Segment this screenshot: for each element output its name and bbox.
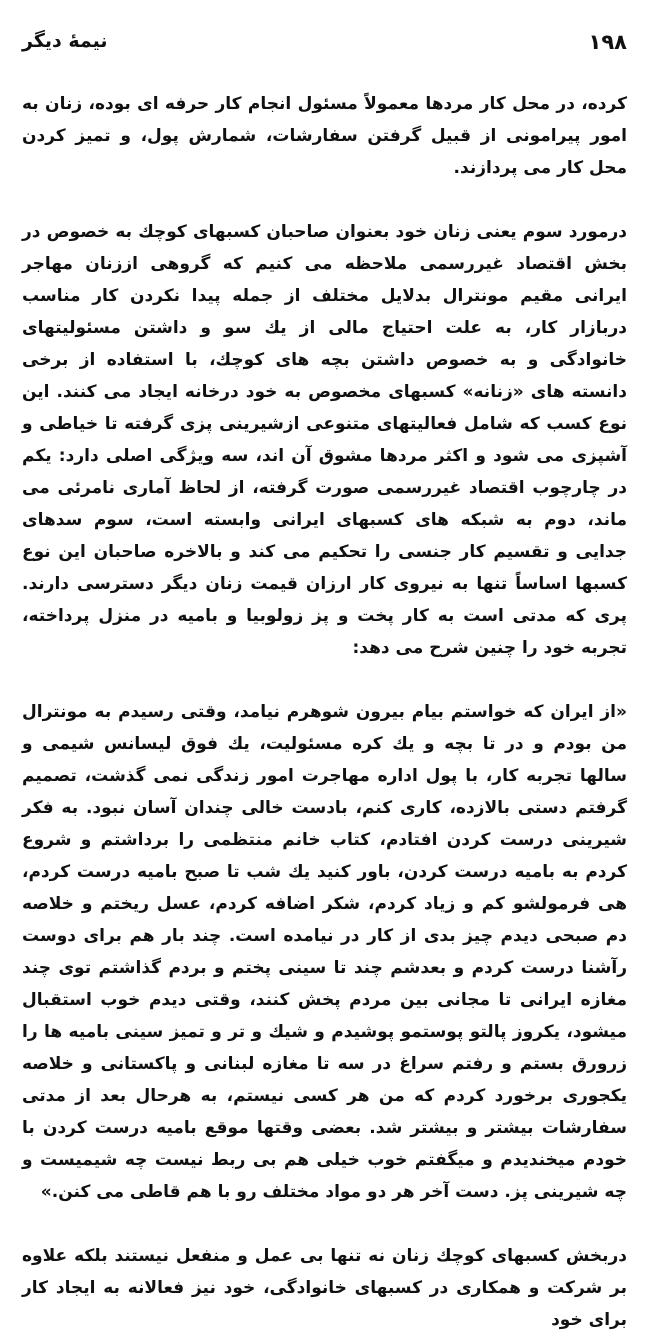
paragraph-small-businesses: درمورد سوم یعنی زنان خود بعنوان صاحبان کسبهای کوچك به خصوص در بخش اقتصاد غیررسمی ملاحظه می کنیم که گروهی اززنان مهاجر ایرانی مقیم مونترال بدلایل مختلف از جمله پیدا نکردن کار مناسب دربازار کار، به علت احتیاج مالی از یك سو و داشتن مسئولیتهای خانوادگی و به خصوص داشتن بچه های کوچك، با استفاده از برخی دانسته های «زنانه» کسبهای مخصوص به خود درخانه ایجاد می کنند. این نوع کسب که شامل فعالیتهای متنوعی ازشیرینی پزی گرفته تا خیاطی و آشپزی می شود و اکثر مردها مشوق آن اند، سه ویژگی اصلی دارد: یکم در چارچوب اقتصاد غیررسمی صورت گرفته، از لحاظ آماری نامرئی می ماند، دوم به شبکه های کسبهای ایرانی وابسته است، سوم سدهای جدایی و تقسیم کار جنسی را تحکیم می کند و بالاخره صاحبان این نوع کسبها اساساً تنها به نیروی کار ارزان قیمت زنان دیگر دسترسی دارند. پری که مدتی است به کار پخت و پز زولوبیا و بامیه در منزل پرداخته، تجربه خود را چنین شرح می دهد: — [22, 222, 627, 658]
paragraph-quote-pari: «از ایران که خواستم بیام بیرون شوهرم نیامد، وقتی رسیدم به مونترال من بودم و در تا بچه و یك کره مسئولیت، یك فوق لیسانس شیمی و سالها تجربه کار، با پول اداره مهاجرت امور زندگی نمی گذشت، تصمیم گرفتم دستی بالازده، کاری کنم، بادست خالی چندان آسان نبود. به فکر شیرینی درست کردن افتادم، کتاب خانم منتظمی را برداشتم و شروع کردم به بامیه درست کردن، باور کنید یك شب تا صبح بامیه درست کردم، هی فرمولشو کم و زیاد کردم، شکر اضافه کردم، عسل ریختم و خلاصه دم صبحی دیدم چیز بدی از کار در نیامده است. چند بار هم برای دوست رآشنا درست کردم و بعدشم چند تا سینی پختم و بردم گذاشتم توی چند مغازه ایرانی تا مجانی بین مردم پخش کنند، وقتی دیدم خوب استقبال میشود، یکروز پالتو پوستمو پوشیدم و شیك و تر و تمیز سینی بامیه ها را زرورق بستم و رفتم سراغ در سه تا مغازه لبنانی و پاکستانی و خلاصه یکجوری برخورد کردم که من هر کسی نیستم، به هرحال بعد از مدتی سفارشات بیشتر و بیشتر شد. بعضی وقتها موقع بامیه درست کردن با خودم میخندیدم و میگفتم خوب خیلی هم بی ربط نیست چه شیمیست و چه شیرینی پز. دست آخر هر دو مواد مختلف رو با هم قاطی می کنن.» — [22, 702, 627, 1202]
paragraph-conclusion: دربخش کسبهای کوچك زنان نه تنها بی عمل و منفعل نیستند بلکه علاوه بر شرکت و همکاری در کسبهای خانوادگی، خود نیز فعالانه به ایجاد کار برای خود — [22, 1246, 627, 1330]
paragraph-continuation: کرده، در محل کار مردها معمولاً مسئول انجام کار حرفه ای بوده، زنان به امور پیرامونی از قبیل گرفتن سفارشات، شمارش پول، و تمیز کردن محل کار می پردازند. — [22, 94, 627, 178]
page-header — [22, 30, 627, 58]
page-number: ۱۹۸ — [588, 30, 627, 54]
running-head: نیمهٔ دیگر — [22, 30, 108, 52]
body-text — [22, 88, 627, 1336]
